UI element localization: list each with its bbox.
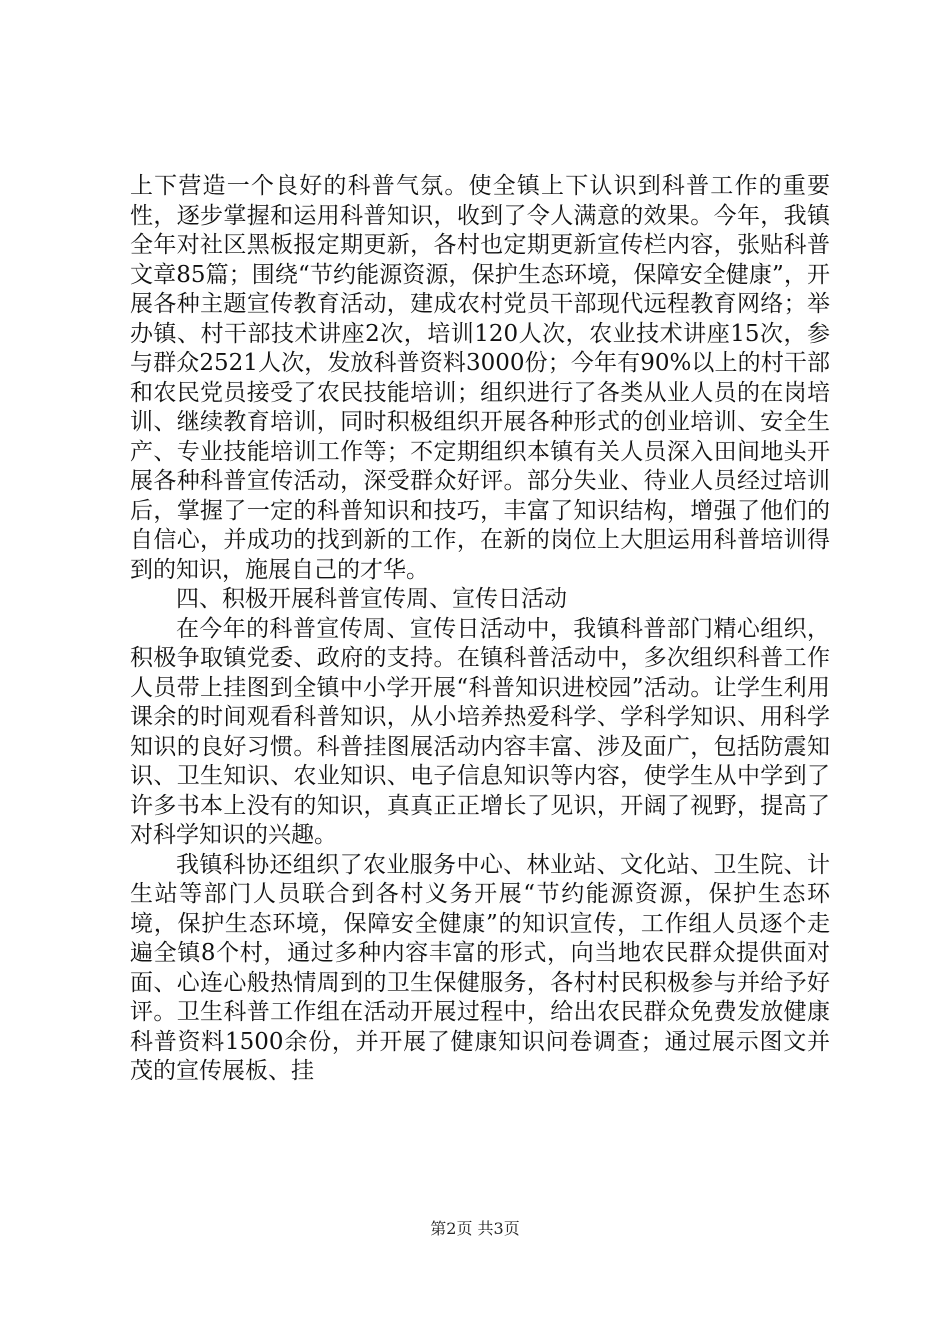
document-body [130, 172, 830, 1087]
paragraph-2: 在今年的科普宣传周、宣传日活动中，我镇科普部门精心组织，积极争取镇党委、政府的支持。在镇科普活动中，多次组织科普工作人员带上挂图到全镇中小学开展“科普知识进校园”活动。让学生利用课余的时间观看科普知识，从小培养热爱科学、学科学知识、用科学知识的良好习惯。科普挂图展活动内容丰富、涉及面广，包括防震知识、卫生知识、农业知识、电子信息知识等内容，使学生从中学到了许多书本上没有的知识，真真正正增长了见识，开阔了视野，提高了对科学知识的兴趣。 [130, 615, 830, 848]
section-heading: 四、积极开展科普宣传周、宣传日活动 [176, 586, 567, 612]
page-number-footer: 第2页 共3页 [430, 1219, 520, 1238]
paragraph-3: 我镇科协还组织了农业服务中心、林业站、文化站、卫生院、计生站等部门人员联合到各村义务开展“节约能源资源，保护生态环境，保护生态环境，保障安全健康”的知识宣传，工作组人员逐个走遍全镇8个村，通过多种内容丰富的形式，向当地农民群众提供面对面、心连心般热情周到的卫生保健服务，各村村民积极参与并给予好评。卫生科普工作组在活动开展过程中，给出农民群众免费发放健康科普资料1500余份，并开展了健康知识问卷调查；通过展示图文并茂的宣传展板、挂 [130, 851, 830, 1084]
paragraph-1: 上下营造一个良好的科普气氛。使全镇上下认识到科普工作的重要性，逐步掌握和运用科普知识，收到了令人满意的效果。今年，我镇全年对社区黑板报定期更新，各村也定期更新宣传栏内容，张贴科普文章85篇；围绕“节约能源资源，保护生态环境，保障安全健康”，开展各种主题宣传教育活动，建成农村党员干部现代远程教育网络；举办镇、村干部技术讲座2次，培训120人次，农业技术讲座15次，参与群众2521人次，发放科普资料3000份；今年有90%以上的村干部和农民党员接受了农民技能培训；组织进行了各类从业人员的在岗培训、继续教育培训，同时积极组织开展各种形式的创业培训、安全生产、专业技能培训工作等；不定期组织本镇有关人员深入田间地头开展各种科普宣传活动，深受群众好评。部分失业、待业人员经过培训后，掌握了一定的科普知识和技巧，丰富了知识结构，增强了他们的自信心，并成功的找到新的工作，在新的岗位上大胆运用科普培训得到的知识，施展自己的才华。 [130, 173, 830, 583]
